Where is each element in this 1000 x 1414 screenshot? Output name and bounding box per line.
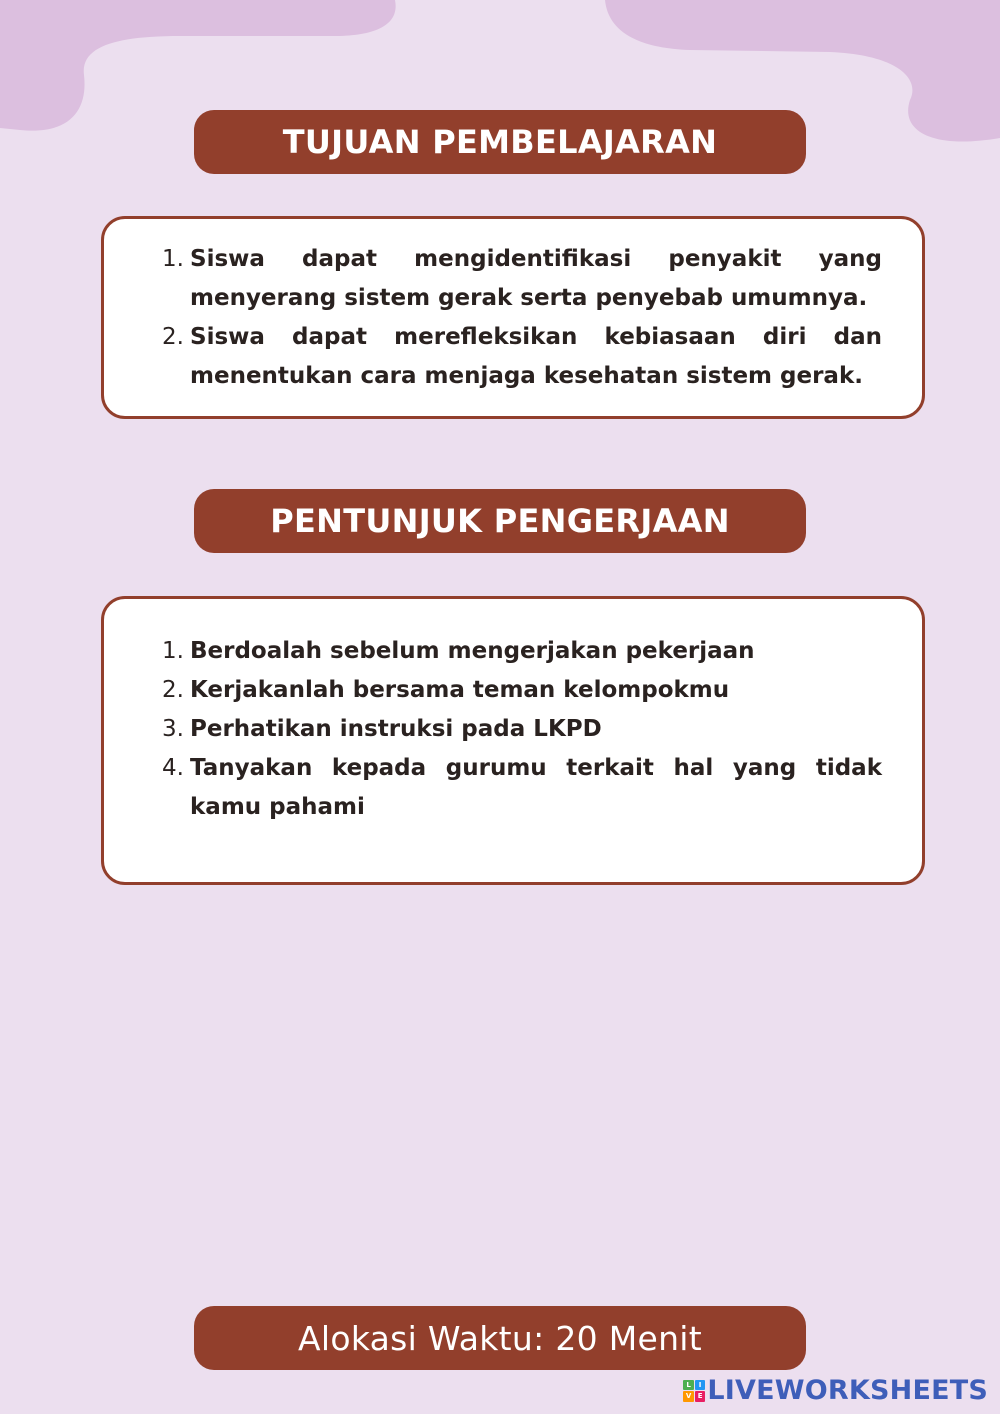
logo-letter: E <box>695 1391 706 1402</box>
list-item <box>162 671 882 710</box>
list-item <box>162 749 882 827</box>
list-text: Siswa dapat merefleksikan kebiasaan diri dan menentukan cara menjaga kesehatan sistem gerak. <box>190 324 882 389</box>
list-number: 1. <box>162 638 184 664</box>
instructions-title: PENTUNJUK PENGERJAAN <box>194 489 806 553</box>
logo-letter: I <box>695 1380 706 1391</box>
list-item <box>162 632 882 671</box>
list-number: 1. <box>162 246 184 272</box>
list-number: 2. <box>162 677 184 703</box>
brand-name: LIVEWORKSHEETS <box>707 1375 988 1406</box>
time-allocation: Alokasi Waktu: 20 Menit <box>194 1306 806 1370</box>
list-text: Tanyakan kepada gurumu terkait hal yang tidak kamu pahami <box>190 755 882 820</box>
logo-letter: V <box>683 1391 694 1402</box>
instructions-card <box>101 596 925 885</box>
list-number: 4. <box>162 755 184 781</box>
logo-letter: L <box>683 1380 694 1391</box>
liveworksheets-logo-icon <box>683 1380 705 1402</box>
liveworksheets-brand[interactable] <box>683 1375 988 1406</box>
instructions-list <box>162 632 882 827</box>
list-number: 2. <box>162 324 184 350</box>
list-text: Kerjakanlah bersama teman kelompokmu <box>190 677 730 703</box>
list-text: Berdoalah sebelum mengerjakan pekerjaan <box>190 638 755 664</box>
objectives-list <box>162 240 882 396</box>
list-item <box>162 318 882 396</box>
objectives-title: TUJUAN PEMBELAJARAN <box>194 110 806 174</box>
list-item <box>162 710 882 749</box>
objectives-card <box>101 216 925 419</box>
list-item <box>162 240 882 318</box>
list-number: 3. <box>162 716 184 742</box>
list-text: Perhatikan instruksi pada LKPD <box>190 716 602 742</box>
list-text: Siswa dapat mengidentifikasi penyakit yang menyerang sistem gerak serta penyebab umumnya. <box>190 246 882 311</box>
